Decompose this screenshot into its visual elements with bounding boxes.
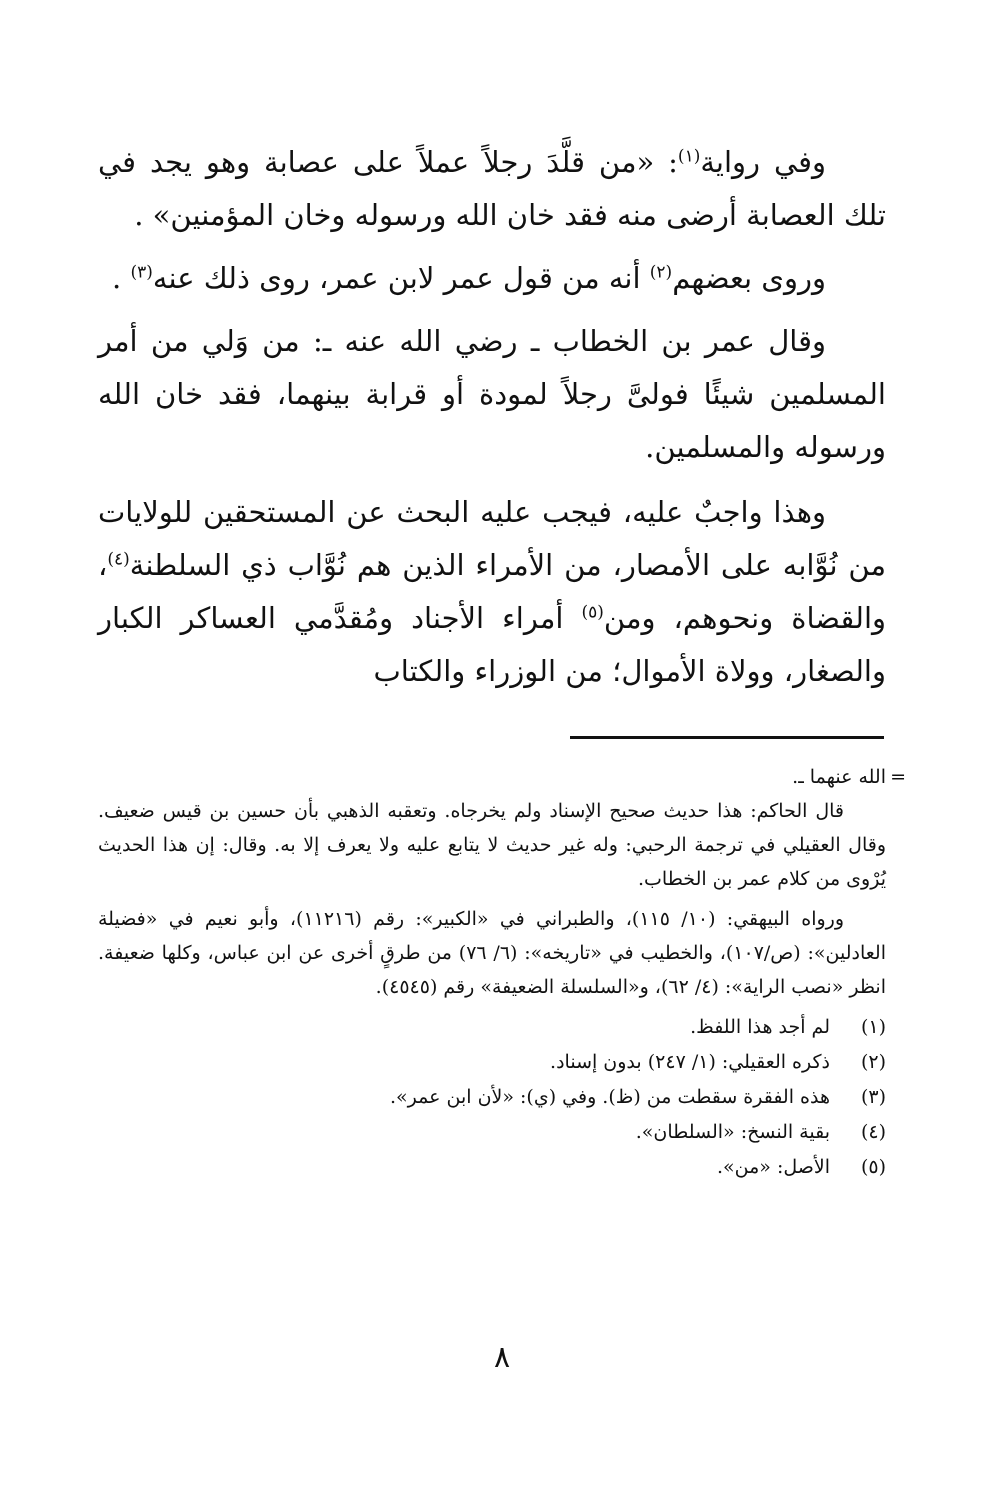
footnote-item [98,1150,886,1184]
footnote-text: ذكره العقيلي: (١/ ٢٤٧) بدون إسناد. [550,1051,830,1073]
footnote-text: لم أجد هذا اللفظ. [690,1016,830,1038]
paragraph-2: وروى بعضهم$^{(٢)}$ أنه من قول عمر لابن عمر، روى ذلك عنه$^{(٣)}$ . [112,261,826,295]
continuation-mark: = [890,766,906,788]
footnote-ref-3[interactable]: (٣) [130,262,153,283]
footnote-ref-2[interactable]: (٢) [649,262,673,283]
footnote-number: (٣) [860,1086,886,1108]
paragraph-1: وفي رواية$^{(١)}$: «من قلَّدَ رجلاً عملاً على عصابة وهو يجد في تلك العصابة أرضى منه فقد خان الله ورسوله وخان المؤمنين» . [98,145,886,232]
footnote-number: (٥) [860,1156,886,1178]
footnote-ref-5[interactable]: (٥) [581,602,604,623]
footnote-item [98,1045,886,1079]
footnote-number: (٤) [860,1121,886,1143]
footnote-continuation-para-2: ورواه البيهقي: (١٠/ ١١٥)، والطبراني في «الكبير»: رقم (١١٢١٦)، وأبو نعيم في «فضيلة العادلين»: (ص/١٠٧)، والخطيب في «تاريخه»: (٦/ ٧٦) من طرقٍ أخرى عن ابن عباس، وكلها ضعيفة. انظر «نصب الراية»: (٤/ ٦٢)، و«السلسلة الضعيفة» رقم (٤٥٤٥). [98,908,886,998]
footnote-text: هذه الفقرة سقطت من (ظ). وفي (ي): «لأن ابن عمر». [390,1086,830,1108]
footnote-continuation-line: الله عنهما ـ. [792,766,886,788]
footnote-item [98,1010,886,1044]
footnotes-section [98,760,906,1185]
footnote-item [98,1115,886,1149]
footnote-list [98,1010,886,1184]
footnote-text: الأصل: «من». [716,1156,830,1178]
page-number: ٨ [493,1340,511,1375]
footnote-ref-1[interactable]: (١) [677,146,701,167]
footnote-continuation-para-1: قال الحاكم: هذا حديث صحيح الإسناد ولم يخرجاه. وتعقبه الذهبي بأن حسين بن قيس ضعيف. وقال العقيلي في ترجمة الرحبي: وله غير حديث لا يتابع عليه ولا يعرف إلا به. وقال: إن هذا الحديث يُرْوى من كلام عمر بن الخطاب. [98,800,886,890]
footnote-separator [570,736,884,739]
footnote-number: (١) [860,1016,886,1038]
footnote-item [98,1080,886,1114]
paragraph-3: وقال عمر بن الخطاب ـ رضي الله عنه ـ: من وَلي من أمر المسلمين شيئًا فولىَّ رجلاً لمودة أو قرابة بينهما، فقد خان الله ورسوله والمسلمين. [98,324,886,464]
main-text [98,136,886,710]
footnote-number: (٢) [860,1051,886,1073]
footnote-ref-4[interactable]: (٤) [107,549,130,570]
paragraph-4: وهذا واجبٌ عليه، فيجب عليه البحث عن المستحقين للولايات من نُوَّابه على الأمصار، من الأمراء الذين هم نُوَّاب ذي السلطنة$^{(٤)}$، والقضاة ونحوهم، ومن$^{(٥)}$ أمراء الأجناد ومُقدَّمي العساكر الكبار والصغار، وولاة الأموال؛ من الوزراء والكتاب [98,495,887,688]
footnote-text: بقية النسخ: «السلطان». [635,1121,830,1143]
